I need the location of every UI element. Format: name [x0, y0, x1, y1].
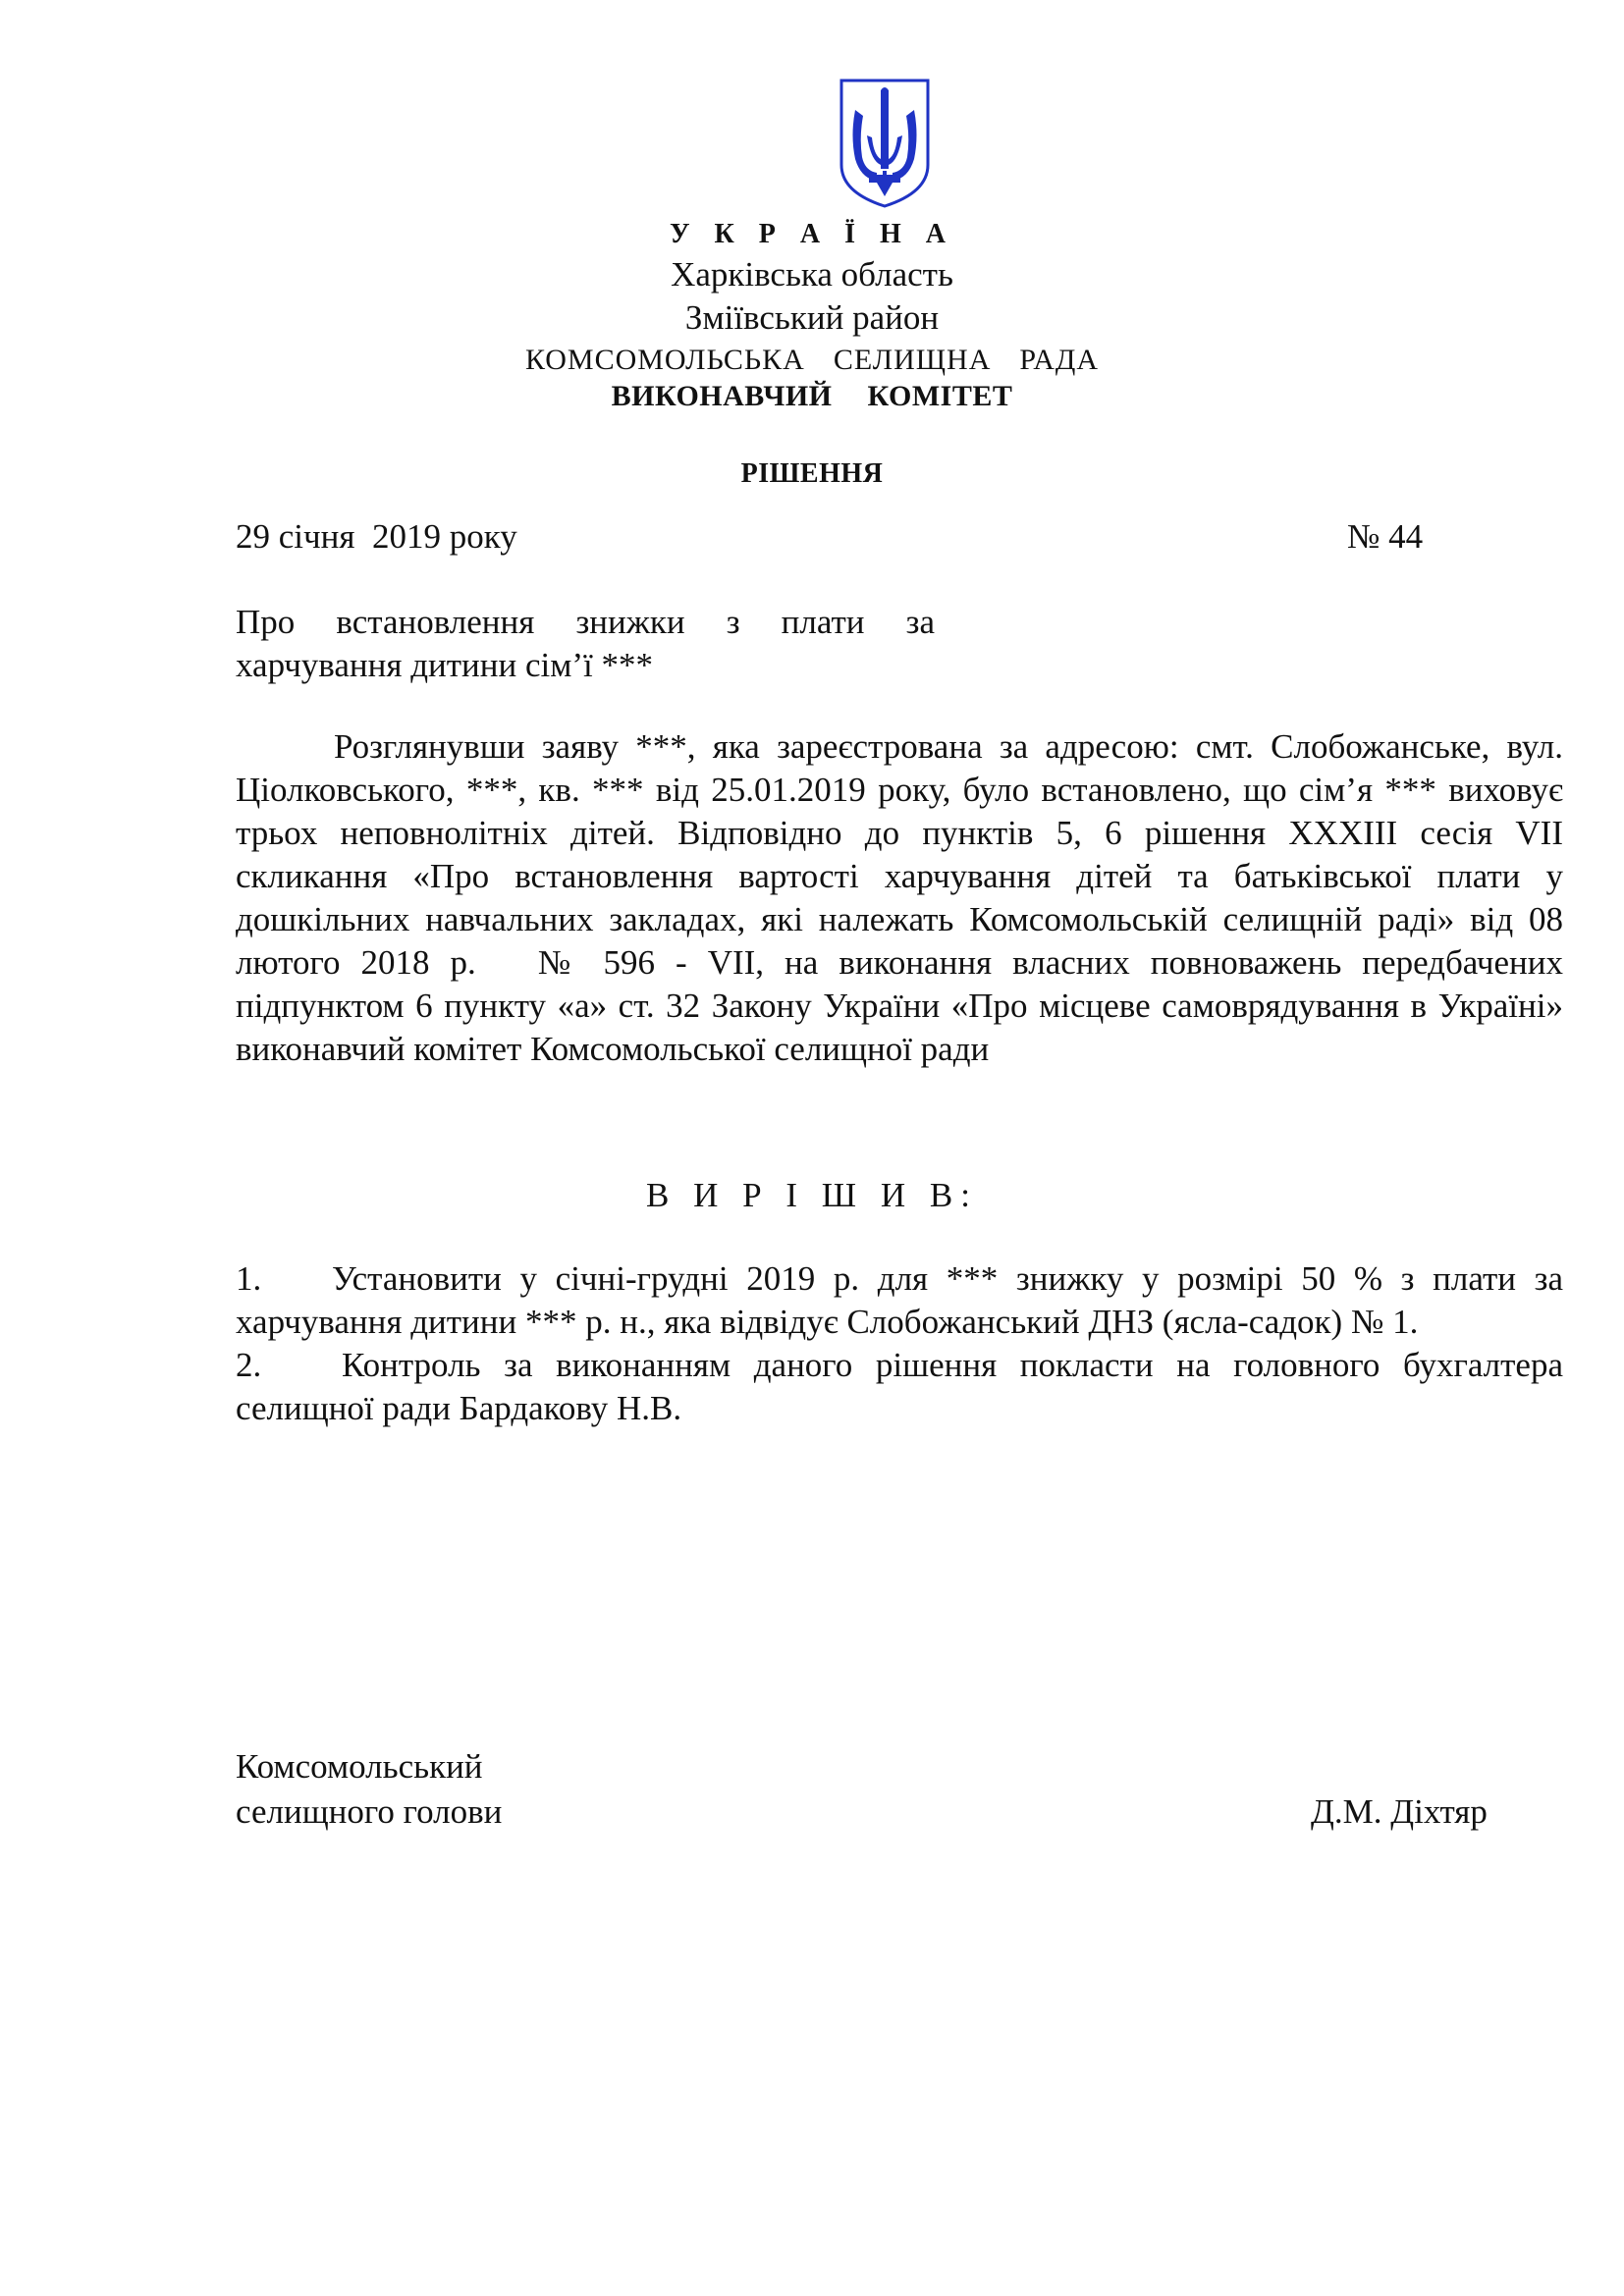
decision-number: № 44 [1347, 517, 1424, 556]
decision-subject: Про встановлення знижки з плати за харчування дитини сім’ї *** [236, 603, 935, 684]
decided-heading: В И Р І Ш И В: [646, 1176, 978, 1214]
item-text: Контроль за виконанням даного рішення покласти на головного бухгалтера селищної ради Бардакову Н.В. [236, 1346, 1563, 1427]
item-number: 2. [236, 1346, 262, 1384]
signatory-title [236, 1744, 502, 1835]
resolution-item [236, 1257, 1563, 1344]
council-name: КОМСОМОЛЬСЬКА СЕЛИЩНА РАДА [524, 344, 1100, 376]
trident-coat-of-arms-icon [838, 77, 932, 210]
item-text: Установити у січні-грудні 2019 р. для *** знижку у розмірі 50 % з плати за харчування дитини *** р. н., яка відвідує Слобожанський ДНЗ (ясла-садок) № 1. [236, 1259, 1563, 1341]
signatory-name: Д.М. Діхтяр [1311, 1792, 1488, 1831]
committee-name: ВИКОНАВЧИЙ КОМІТЕТ [611, 380, 1013, 412]
document-type: РІШЕННЯ [740, 458, 884, 489]
district-name: Зміївський район [684, 298, 940, 337]
signatory-title-line1: Комсомольський [236, 1747, 483, 1786]
preamble-paragraph: Розглянувши заяву ***, яка зареєстрована за адресою: смт. Слобожанське, вул. Ціолковського, ***, кв. *** від 25.01.2019 року, було встановлено, що сім’я *** виховує трьох неповнолітніх дітей. Відповідно до пунктів 5, 6 рішення XXXIII сесія VII скликання «Про встановлення вартості харчування дітей та батьківської плати у дошкільних навчальних закладах, які належать Комсомольській селищній раді» від 08 лютого 2018 р. № 596 - VII, на виконання власних повноважень передбачених підпунктом 6 пункту «а» ст. 32 Закону України «Про місцеве самоврядування в Україні» виконавчий комітет Комсомольської селищної ради [236, 727, 1572, 1068]
resolution-item [236, 1344, 1563, 1430]
oblast-name: Харківська область [671, 255, 953, 294]
country-name: У К Р А Ї Н А [669, 219, 955, 249]
decision-date: 29 січня 2019 року [236, 517, 517, 556]
item-number: 1. [236, 1259, 262, 1298]
signatory-title-line2: селищного голови [236, 1792, 503, 1831]
